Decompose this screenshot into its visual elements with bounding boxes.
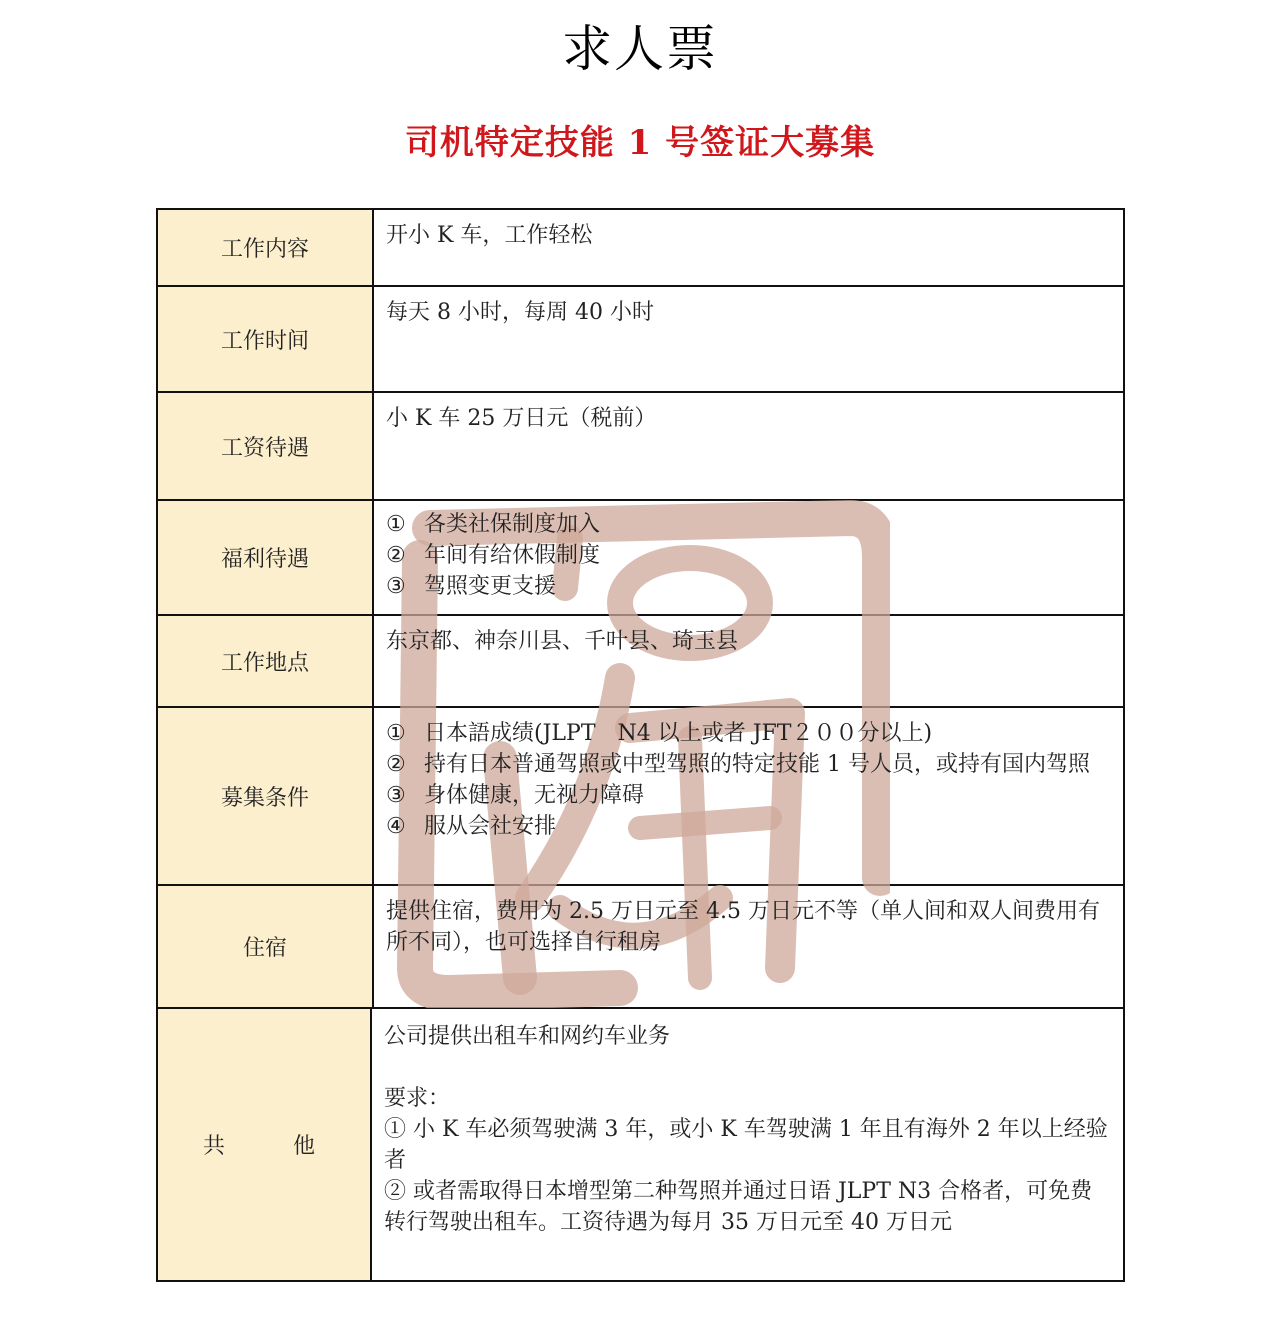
table-row-work-content (158, 210, 1123, 287)
row-text: 开小 K 车，工作轻松 (386, 223, 593, 248)
table-row-requirements (158, 708, 1123, 886)
row-value (374, 210, 1123, 285)
row-label: 工资待遇 (158, 393, 374, 499)
row-text: 小 K 车 25 万日元（税前） (386, 406, 657, 431)
job-listing-table (156, 208, 1125, 1282)
list-item: ④ 服从会社安排 (386, 814, 557, 839)
row-label: 募集条件 (158, 708, 374, 884)
page-subtitle: 司机特定技能 1 号签证大募集 (404, 123, 876, 163)
row-text: 每天 8 小时，每周 40 小时 (386, 300, 654, 325)
table-row-other (158, 1009, 1123, 1280)
list-item: ① 日本語成绩(JLPT N4 以上或者 JFT２００分以上) (386, 721, 933, 746)
row-label: 工作内容 (158, 210, 374, 285)
table-row-salary (158, 393, 1123, 501)
list-item: ① 各类社保制度加入 (386, 512, 601, 537)
table-row-location (158, 616, 1123, 708)
row-value (374, 708, 1123, 884)
row-text: 提供住宿，费用为 2.5 万日元至 4.5 万日元不等（单人间和双人间费用有所不同），也可选择自行租房 (386, 899, 1100, 955)
row-value (374, 501, 1123, 614)
row-label: 工作地点 (158, 616, 374, 706)
row-label: 住宿 (158, 886, 374, 1007)
row-text: 公司提供出租车和网约车业务 (384, 1024, 671, 1049)
list-item: ③ 驾照变更支援 (386, 574, 557, 599)
list-item: ② 持有日本普通驾照或中型驾照的特定技能 1 号人员，或持有国内驾照 (386, 752, 1090, 777)
row-label: 工作时间 (158, 287, 374, 391)
row-value (374, 287, 1123, 391)
row-label: 福利待遇 (158, 501, 374, 614)
list-item: ② 年间有给休假制度 (386, 543, 601, 568)
requirement-item: ① 小 K 车必须驾驶满 3 年，或小 K 车驾驶满 1 年且有海外 2 年以上经验者 (384, 1117, 1108, 1173)
table-row-work-hours (158, 287, 1123, 393)
row-value (374, 886, 1123, 1007)
row-label: 共 他 (158, 1009, 372, 1280)
row-text: 东京都、神奈川县、千叶县、琦玉县 (386, 629, 739, 654)
requirement-item: ② 或者需取得日本增型第二种驾照并通过日语 JLPT N3 合格者，可免费转行驾驶出租车。工资待遇为每月 35 万日元至 40 万日元 (384, 1179, 1093, 1235)
row-value (374, 616, 1123, 706)
row-value (372, 1009, 1123, 1280)
table-row-housing (158, 886, 1123, 1009)
list-item: ③ 身体健康，无视力障碍 (386, 783, 645, 808)
table-row-benefits (158, 501, 1123, 616)
row-value (374, 393, 1123, 499)
page-title: 求人票 (562, 20, 718, 78)
requirements-heading: 要求： (384, 1086, 451, 1111)
